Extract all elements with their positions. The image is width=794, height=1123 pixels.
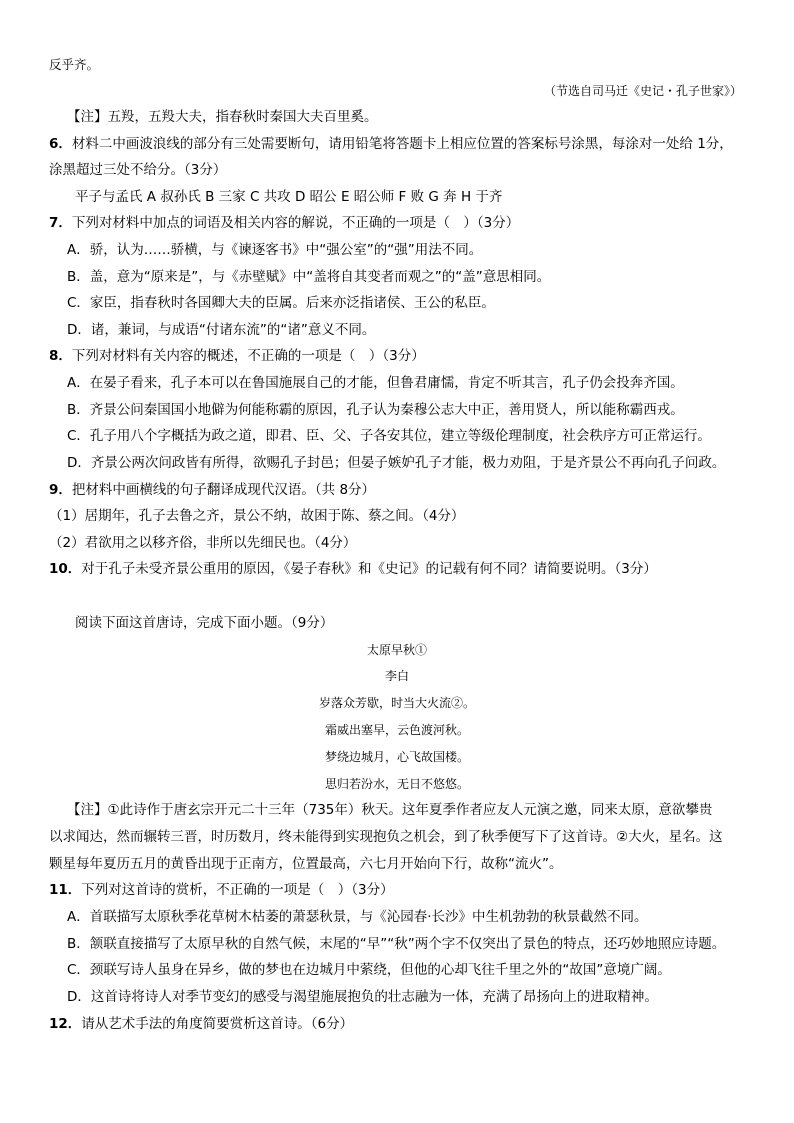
poem-line-2: 霜威出塞早，云色渡河秋。 (324, 723, 469, 737)
source-citation: （节选自司马迁《史记・孔子世家》） (543, 84, 742, 98)
poem-author: 李白 (384, 669, 409, 683)
q11-option-d: D．这首诗将诗人对季节变幻的感受与渴望施展抱负的壮志融为一体，充满了昂扬向上的进取精神。 (67, 989, 658, 1005)
q7-option-b: B．盖，意为“原来是”，与《赤壁赋》中“盖将自其变者而观之”的“盖”意思相同。 (67, 269, 551, 285)
question-stem: 对于孔子未受齐景公重用的原因，《晏子春秋》和《史记》的记载有何不同？请简要说明。（3分） (81, 561, 657, 577)
question-10 (49, 560, 657, 578)
poem-line-3: 梦绕边城月，心飞故国楼。 (324, 750, 469, 764)
q7-option-c: C．家臣，指春秋时各国卿大夫的臣属。后来亦泛指诸侯、王公的私臣。 (67, 295, 495, 311)
q8-option-c: C．孔子用八个字概括为政之道，即君、臣、父、子各安其位，建立等级伦理制度，社会秩序方可正常运行。 (67, 428, 711, 444)
q11-option-c: C．颈联写诗人虽身在异乡，做的梦也在边城月中萦绕，但他的心却飞往千里之外的“故国”意境广阔。 (67, 962, 671, 978)
question-number: 9． (49, 482, 72, 498)
q8-option-a: A．在晏子看来，孔子本可以在鲁国施展自己的才能，但鲁君庸懦，肯定不听其言，孔子仍会投奔齐国。 (67, 375, 684, 391)
poem-title: 太原早秋① (366, 643, 427, 657)
question-6-continuation: 涂黑超过三处不给分。（3分） (49, 162, 227, 178)
question-number: 8． (49, 348, 72, 364)
q11-option-b: B．颔联直接描写了太原早秋的自然气候，末尾的“早”“秋”两个字不仅突出了景色的特点，还巧妙地照应诗题。 (67, 936, 726, 952)
question-stem: 把材料中画横线的句子翻译成现代汉语。（共 8分） (71, 482, 376, 498)
question-stem: 下列对这首诗的赏析，不正确的一项是（ ）（3分） (81, 882, 394, 898)
annotation-note-2-line-3: 颗星每年夏历五月的黄昏出现于正南方，位置最高，六七月开始向下行，故称“流火”。 (49, 856, 563, 872)
question-stem: 下列对材料有关内容的概述，不正确的一项是（ ）（3分） (71, 348, 425, 364)
question-6-sentence: 平子与孟氏 A 叔孙氏 B 三家 C 共攻 D 昭公 E 昭公师 F 败 G 奔 H 于齐 (75, 189, 503, 205)
question-number: 10． (49, 561, 82, 577)
annotation-note-2-line-2: 以求闻达，然而辗转三晋，时历数月，终未能得到实现抱负之机会，到了秋季便写下了这首诗。②大火，星名。这 (49, 829, 723, 845)
poem-line-4: 思归若汾水，无日不悠悠。 (324, 777, 469, 791)
question-12 (49, 1015, 353, 1033)
question-stem: 材料二中画波浪线的部分有三处需要断句，请用铅笔将答题卡上相应位置的答案标号涂黑，每涂对一处给 1分， (71, 136, 733, 152)
question-7 (49, 214, 519, 232)
q9-item-2: （2）君欲用之以移齐俗，非所以先细民也。（4分） (49, 535, 357, 551)
annotation-note-1: 【注】五羖，五羖大夫，指春秋时秦国大夫百里奚。 (67, 109, 378, 125)
q8-option-b: B．齐景公问秦国国小地僻为何能称霸的原因，孔子认为秦穆公志大中正，善用贤人，所以能称霸西戎。 (67, 402, 684, 418)
poem-line-1: 岁落众芳歇，时当大火流②。 (318, 696, 475, 710)
q9-item-1: （1）居期年，孔子去鲁之齐，景公不纳，故困于陈、蔡之间。（4分） (49, 508, 465, 524)
question-number: 7． (49, 215, 72, 231)
q7-option-a: A．骄，认为……骄横，与《谏逐客书》中“强公室”的“强”用法不同。 (67, 242, 483, 258)
annotation-note-2-line-1: 【注】①此诗作于唐玄宗开元二十三年（735年）秋天。这年夏季作者应友人元演之邀，同来太原，意欲攀贵 (67, 802, 713, 818)
source-tail: 反乎齐。 (49, 57, 100, 72)
question-6 (49, 135, 733, 153)
reading-instruction: 阅读下面这首唐诗，完成下面小题。（9分） (75, 615, 334, 631)
q8-option-d: D．齐景公两次问政皆有所得，欲赐孔子封邑；但晏子嫉妒孔子才能，极力劝阻，于是齐景公不再向孔子问政。 (67, 455, 726, 471)
question-number: 12． (49, 1016, 82, 1032)
question-number: 6． (49, 136, 72, 152)
q11-option-a: A．首联描写太原秋季花草树木枯萎的萧瑟秋景，与《沁园春·长沙》中生机勃勃的秋景截然不同。 (67, 909, 648, 925)
question-stem: 请从艺术手法的角度简要赏析这首诗。（6分） (81, 1016, 354, 1032)
question-number: 11． (49, 882, 82, 898)
question-stem: 下列对材料中加点的词语及相关内容的解说，不正确的一项是（ ）（3分） (71, 215, 520, 231)
q7-option-d: D．诸，兼词，与成语“付诸东流”的“诸”意义不同。 (67, 322, 376, 338)
question-9 (49, 481, 375, 499)
question-11 (49, 881, 394, 899)
question-8 (49, 347, 425, 365)
